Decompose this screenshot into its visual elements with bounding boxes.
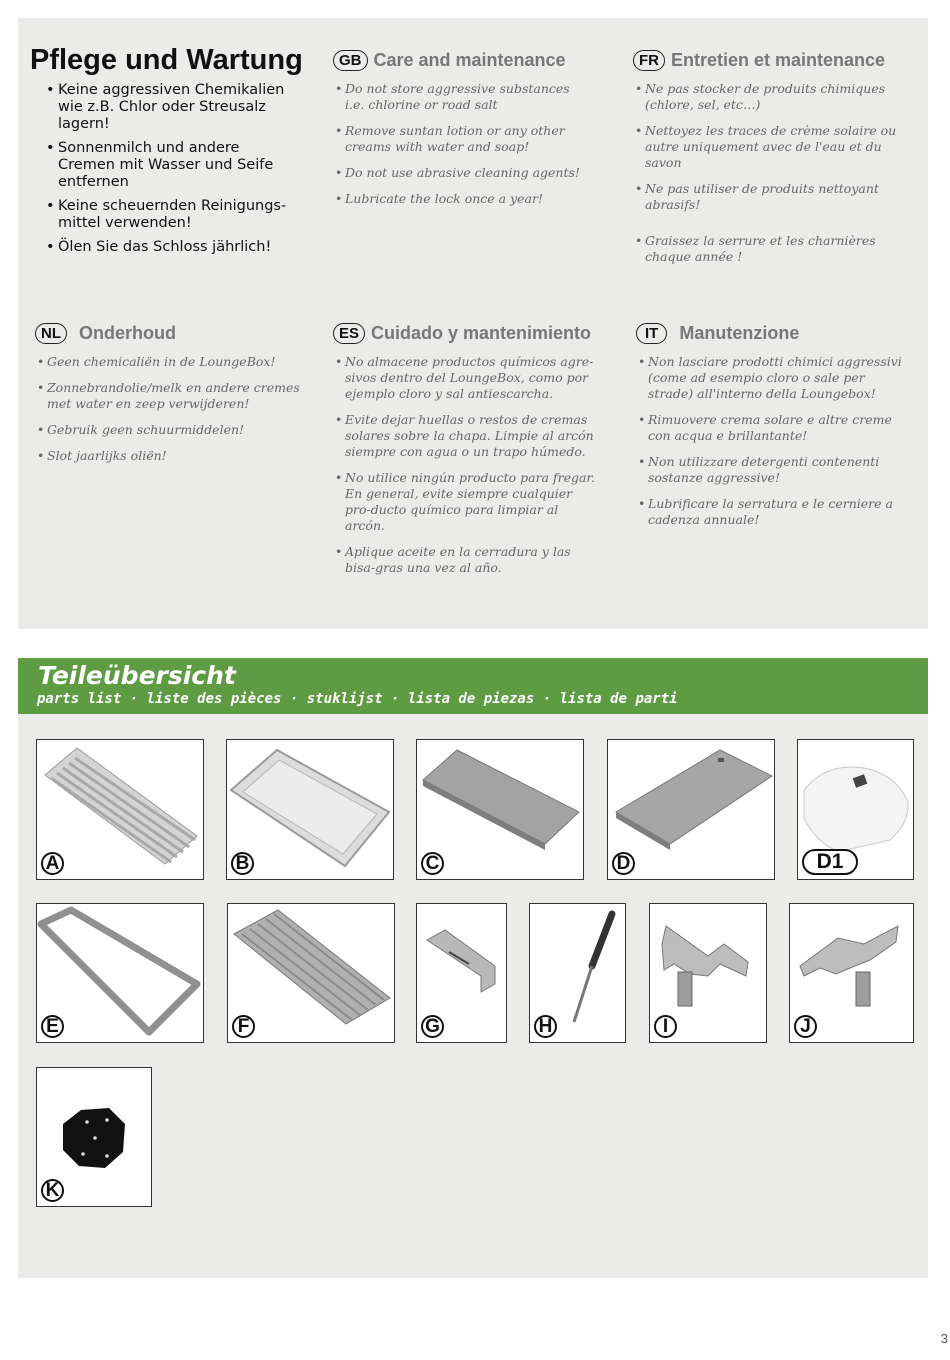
- care-list-it: [636, 354, 906, 528]
- part-card-d1: [797, 739, 914, 880]
- care-title-de: Pflege und Wartung: [30, 44, 303, 76]
- care-heading-it: [636, 320, 916, 346]
- part-card-k: [36, 1067, 152, 1207]
- list-item: • Lubricate the lock once a year!: [333, 191, 588, 207]
- list-item: • Rimuovere crema solare e altre creme con acqua e brillantante!: [636, 412, 906, 444]
- care-heading-nl: [35, 320, 315, 346]
- care-title-gb: Care and maintenance: [373, 50, 566, 70]
- part-card-b: [226, 739, 394, 880]
- care-section-it: [636, 320, 916, 538]
- parts-header-bar: [18, 658, 928, 714]
- list-item: • Sonnenmilch und andere Cremen mit Wasser und Seife entfernen: [30, 140, 290, 191]
- care-heading-gb: [333, 47, 603, 73]
- part-card-h: [529, 903, 626, 1043]
- list-item: • Geen chemicaliën in de LoungeBox!: [35, 354, 300, 370]
- list-item: • Ne pas stocker de produits chimiques (chlore, sel, etc…): [633, 81, 898, 113]
- parts-subtitle: parts list · liste des pièces · stuklijst · lista de piezas · lista de parti: [37, 691, 678, 707]
- care-title-es: Cuidado y mantenimiento: [371, 323, 592, 343]
- part-card-a: [36, 739, 204, 880]
- part-label-e: E: [41, 1015, 64, 1038]
- list-item: • Do not store aggressive substances i.e. chlorine or road salt: [333, 81, 588, 113]
- part-label-k: K: [41, 1179, 64, 1202]
- care-list-nl: [35, 354, 300, 464]
- list-item: • Ne pas utiliser de produits nettoyant abrasifs!: [633, 181, 898, 213]
- care-section-gb: [333, 47, 603, 217]
- list-item: • Ölen Sie das Schloss jährlich!: [30, 239, 290, 256]
- care-title-fr: Entretien et maintenance: [671, 50, 886, 70]
- list-item: • Gebruik geen schuurmiddelen!: [35, 422, 300, 438]
- list-item: • Graissez la serrure et les charnières chaque année !: [633, 233, 898, 265]
- country-badge-es: ES: [333, 323, 365, 344]
- list-item: • Keine scheuernden Reinigungs-mittel verwenden!: [30, 198, 290, 232]
- care-list-de: [30, 82, 290, 256]
- page-number: 3: [940, 1331, 948, 1346]
- part-label-d: D: [612, 852, 635, 875]
- care-list-es: [333, 354, 595, 576]
- part-label-g: G: [421, 1015, 444, 1038]
- list-item: • Non lasciare prodotti chimici aggressivi (come ad esempio cloro o sale per strade) all'interno della Loungebox!: [636, 354, 906, 402]
- part-label-f: F: [232, 1015, 255, 1038]
- part-card-f: [227, 903, 395, 1043]
- care-list-fr: [633, 81, 898, 265]
- list-item: • Zonnebrandolie/melk en andere cremes met water en zeep verwijderen!: [35, 380, 300, 412]
- part-card-g: [416, 903, 507, 1043]
- part-label-b: B: [231, 852, 254, 875]
- part-label-h: H: [534, 1015, 557, 1038]
- care-title-nl: Onderhoud: [79, 323, 176, 343]
- part-card-c: [416, 739, 584, 880]
- part-label-d1: D1: [802, 849, 858, 875]
- country-badge-nl: NL: [35, 323, 67, 344]
- part-label-c: C: [421, 852, 444, 875]
- care-list-gb: [333, 81, 588, 207]
- list-item: • No utilice ningún producto para fregar. En general, evite siempre cualquier pro-ducto químico para limpiar al arcón.: [333, 470, 595, 534]
- part-card-e: [36, 903, 204, 1043]
- country-badge-it: IT: [636, 323, 667, 344]
- list-item: • Remove suntan lotion or any other creams with water and soap!: [333, 123, 588, 155]
- part-label-j: J: [794, 1015, 817, 1038]
- care-heading-es: [333, 320, 613, 346]
- list-item: • Do not use abrasive cleaning agents!: [333, 165, 588, 181]
- care-section-nl: [35, 320, 315, 474]
- list-item: • Keine aggressiven Chemikalien wie z.B. Chlor oder Streusalz lagern!: [30, 82, 290, 133]
- list-item: • Evite dejar huellas o restos de cremas solares sobre la chapa. Limpie al arcón siempre con agua o un trapo húmedo.: [333, 412, 595, 460]
- care-section-es: [333, 320, 613, 586]
- part-label-i: I: [654, 1015, 677, 1038]
- list-item: • Aplique aceite en la cerradura y las bisa-gras una vez al año.: [333, 544, 595, 576]
- parts-title: Teileübersicht: [38, 661, 236, 690]
- country-badge-gb: GB: [333, 50, 368, 71]
- part-card-d: [607, 739, 775, 880]
- care-section-de: [30, 44, 330, 263]
- list-item: • Non utilizzare detergenti contenenti sostanze aggressive!: [636, 454, 906, 486]
- list-item: • Lubrificare la serratura e le cerniere a cadenza annuale!: [636, 496, 906, 528]
- part-card-i: [649, 903, 767, 1043]
- part-card-j: [789, 903, 914, 1043]
- care-section-fr: [633, 47, 913, 275]
- country-badge-fr: FR: [633, 50, 665, 71]
- list-item: • No almacene productos químicos agre-sivos dentro del LoungeBox, como por ejemplo cloro y sal antiescarcha.: [333, 354, 595, 402]
- list-item: • Slot jaarlijks oliën!: [35, 448, 300, 464]
- care-title-it: Manutenzione: [679, 323, 800, 343]
- part-label-a: A: [41, 852, 64, 875]
- care-heading-fr: [633, 47, 913, 73]
- list-item: • Nettoyez les traces de crème solaire ou autre uniquement avec de l'eau et du savon: [633, 123, 898, 171]
